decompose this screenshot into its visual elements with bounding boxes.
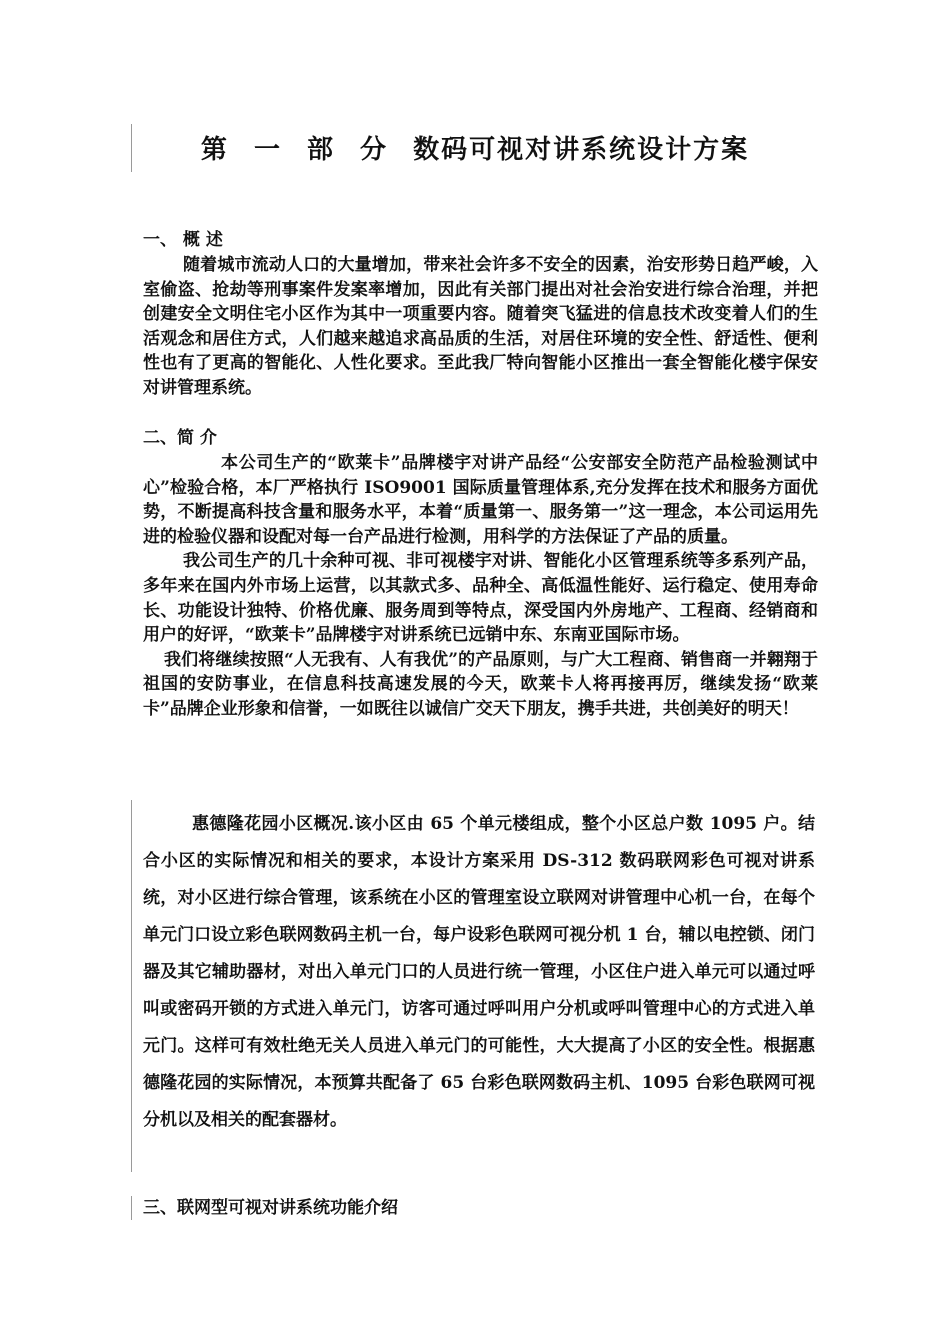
section-heading-functions: 三、联网型可视对讲系统功能介绍 [143, 1198, 398, 1218]
intro-paragraph-3: 我们将继续按照“人无我有、人有我优”的产品原则，与广大工程商、销售商一并翱翔于祖国的安防事业，在信息科技高速发展的今天，欧莱卡人将再接再厉，继续发扬“欧莱卡”品牌企业形象和信誉，一如既往以诚信广交天下朋友，携手共进，共创美好的明天！ [143, 649, 818, 719]
section-heading-overview: 一、 概 述 [143, 230, 223, 250]
title-part: 第 一 部 分 [200, 135, 396, 165]
overview-block [143, 253, 818, 401]
project-overview-paragraph: 惠德隆花园小区概况.该小区由 65 个单元楼组成，整个小区总户数 1095 户。结合小区的实际情况和相关的要求，本设计方案采用 DS-312 数码联网彩色可视对讲系统，对小区进行综合管理，该系统在小区的管理室设立联网对讲管理中心机一台，在每个单元门口设立彩色联网数码主机一台，每户设彩色联网可视分机 1 台，辅以电控锁、闭门器及其它辅助器材，对出入单元门口的人员进行统一管理，小区住户进入单元可以通过呼叫或密码开锁的方式进入单元门，访客可通过呼叫用户分机或呼叫管理中心的方式进入单元门。这样可有效杜绝无关人员进入单元门的可能性，大大提高了小区的安全性。根据惠德隆花园的实际情况，本预算共配备了 65 台彩色联网数码主机、1095 台彩色联网可视分机以及相关的配套器材。 [143, 814, 815, 1130]
overview-paragraph: 随着城市流动人口的大量增加，带来社会许多不安全的因素，治安形势日趋严峻，入室偷盗、抢劫等刑事案件发案率增加，因此有关部门提出对社会治安进行综合治理，并把创建安全文明住宅小区作为其中一项重要内容。随着突飞猛进的信息技术改变着人们的生活观念和居住方式，人们越来越追求高品质的生活，对居住环境的安全性、舒适性、便利性也有了更高的智能化、人性化要求。至此我厂特向智能小区推出一套全智能化楼宇保安对讲管理系统。 [143, 255, 818, 398]
project-block [143, 806, 815, 1139]
page-title [0, 130, 950, 170]
section-heading-intro: 二、简 介 [143, 428, 217, 448]
intro-block [143, 451, 818, 722]
margin-rule-middle [131, 800, 132, 1172]
title-main: 数码可视对讲系统设计方案 [413, 135, 750, 165]
intro-paragraph-1: 本公司生产的“欧莱卡”品牌楼宇对讲产品经“公安部安全防范产品检验测试中心”检验合格，本厂严格执行 ISO9001 国际质量管理体系,充分发挥在技术和服务方面优势，不断提高科技含量和服务水平，本着“质量第一、服务第一”这一理念，本公司运用先进的检验仪器和设配对每一台产品进行检测，用科学的方法保证了产品的质量。 [143, 453, 818, 547]
intro-paragraph-2: 我公司生产的几十余种可视、非可视楼宇对讲、智能化小区管理系统等多系列产品，多年来在国内外市场上运营，以其款式多、品种全、高低温性能好、运行稳定、使用寿命长、功能设计独特、价格优廉、服务周到等特点，深受国内外房地产、工程商、经销商和用户的好评，“欧莱卡”品牌楼宇对讲系统已远销中东、东南亚国际市场。 [143, 551, 818, 646]
margin-rule-bottom [131, 1196, 132, 1220]
